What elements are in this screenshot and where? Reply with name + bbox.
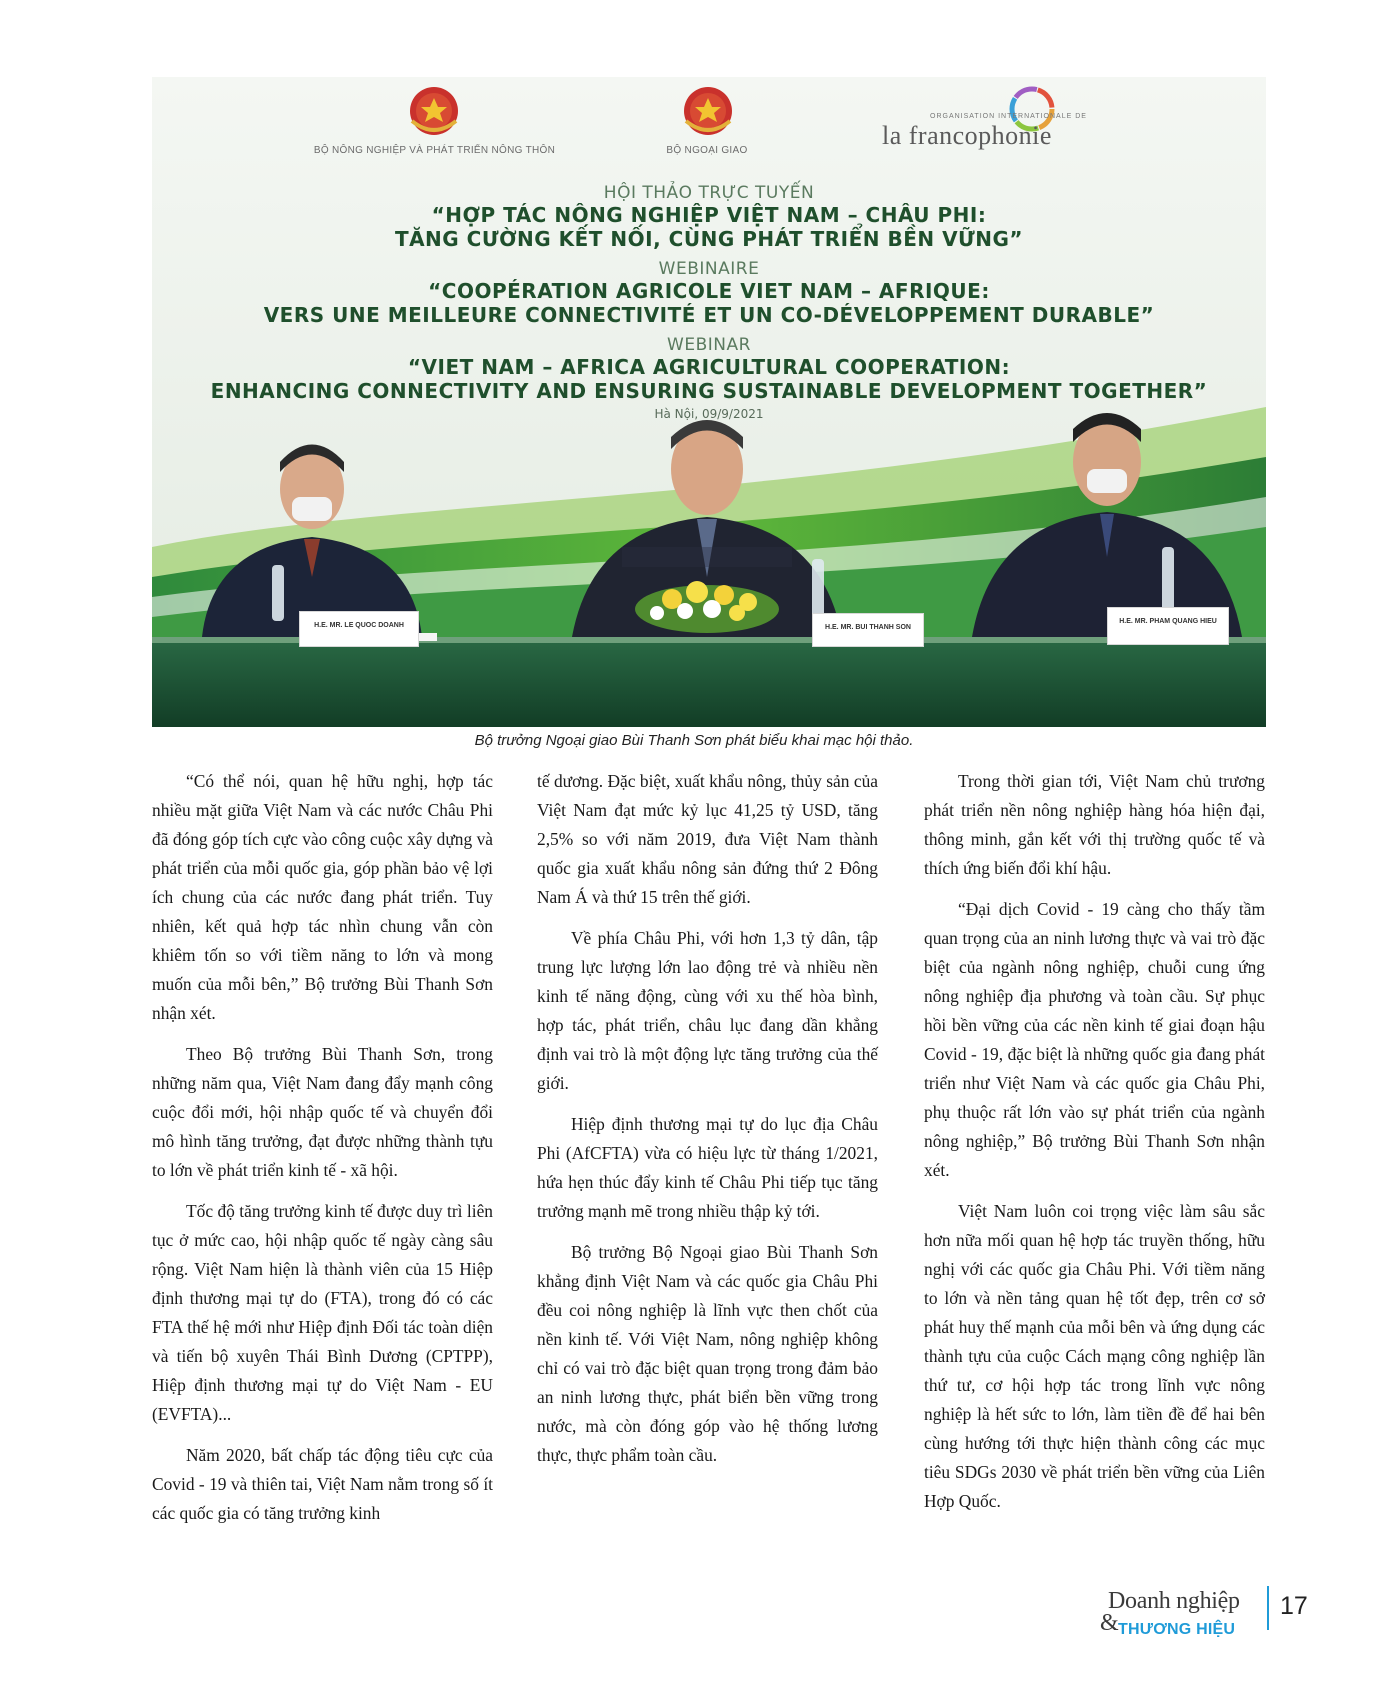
banner-en-title-1: “VIET NAM – AFRICA AGRICULTURAL COOPERATION:: [407, 355, 1011, 379]
paragraph: Hiệp định thương mại tự do lục địa Châu Phi (AfCFTA) vừa có hiệu lực từ tháng 1/2021, hứa hẹn thúc đẩy kinh tế Châu Phi tiếp tục tăng trưởng mạnh mẽ trong nhiều thập kỷ tới.: [537, 1114, 878, 1221]
paragraph: Năm 2020, bất chấp tác động tiêu cực của Covid - 19 và thiên tai, Việt Nam nằm trong số ít các quốc gia có tăng trưởng kinh: [152, 1445, 493, 1523]
banner-fr-title-1: “COOPÉRATION AGRICOLE VIET NAM – AFRIQUE:: [428, 279, 990, 303]
paragraph-continuation: tế dương. Đặc biệt, xuất khẩu nông, thủy sản của Việt Nam đạt mức kỷ lục 41,25 tỷ USD, tăng 2,5% so với năm 2019, đưa Việt Nam thành quốc gia xuất khẩu nông sản đứng thứ 2 Đông Nam Á và thứ 15 trên thế giới.: [537, 771, 878, 907]
paragraph: Theo Bộ trưởng Bùi Thanh Sơn, trong những năm qua, Việt Nam đang đẩy mạnh công cuộc đổi mới, hội nhập quốc tế và chuyển đổi mô hình tăng trưởng, đạt được những thành tựu to lớn về phát triển kinh tế - xã hội.: [152, 1044, 493, 1180]
logo-center-label: BỘ NGOẠI GIAO: [666, 145, 748, 156]
article-photo: [152, 77, 1266, 727]
article-column-1: [152, 767, 493, 1540]
emblem-left-icon: [410, 87, 458, 135]
brand-ampersand: &: [1100, 1610, 1119, 1636]
banner-vn-title-1: “HỢP TÁC NÔNG NGHIỆP VIỆT NAM – CHÂU PHI:: [431, 203, 987, 227]
nameplate-left-name: H.E. MR. LE QUOC DOANH: [314, 622, 404, 629]
nameplate-center: [812, 613, 924, 647]
paragraph: “Có thể nói, quan hệ hữu nghị, hợp tác nhiều mặt giữa Việt Nam và các nước Châu Phi đã đóng góp tích cực vào công cuộc xây dựng và phát triển của mỗi quốc gia, góp phần bảo vệ lợi ích chung của các nước đang phát triển. Tuy nhiên, kết quả hợp tác nhìn chung vẫn còn khiêm tốn so với tiềm năng to lớn và mong muốn của mỗi bên,” Bộ trưởng Bùi Thanh Sơn nhận xét.: [152, 771, 493, 1023]
nameplate-left: [299, 611, 419, 647]
brand-bottom-text: THƯƠNG HIỆU: [1118, 1621, 1236, 1638]
banner-vn-kicker: HỘI THẢO TRỰC TUYẾN: [603, 183, 815, 203]
paragraph: Trong thời gian tới, Việt Nam chủ trương phát triển nền nông nghiệp hàng hóa hiện đại, thông minh, gắn kết với thị trường quốc tế và thích ứng biến đổi khí hậu.: [924, 771, 1265, 878]
emblem-center-icon: [684, 87, 732, 135]
brand-top-text: Doanh nghiệp: [1108, 1588, 1240, 1614]
francophonie-name: la francophonie: [882, 121, 1052, 150]
banner-fr-title-2: VERS UNE MEILLEURE CONNECTIVITÉ ET UN CO-DÉVELOPPEMENT DURABLE”: [263, 303, 1155, 327]
nameplate-center-name: H.E. MR. BUI THANH SON: [825, 624, 911, 631]
nameplate-right: [1107, 607, 1229, 645]
paragraph: Bộ trưởng Bộ Ngoại giao Bùi Thanh Sơn khẳng định Việt Nam và các quốc gia Châu Phi đều coi nông nghiệp là lĩnh vực then chốt của nền kinh tế. Với Việt Nam, nông nghiệp không chỉ có vai trò đặc biệt quan trọng trong đảm bảo an ninh lương thực, phát biển bền vững trong nước, mà còn đóng góp vào hệ thống lương thực, thực phẩm toàn cầu.: [537, 1242, 878, 1465]
article-column-2: [537, 767, 878, 1482]
paragraph: “Đại dịch Covid - 19 càng cho thấy tầm quan trọng của an ninh lương thực và vai trò đặc biệt của ngành nông nghiệp, chuỗi cung ứng nông nghiệp địa phương và toàn cầu. Sự phục hồi bền vững của các nền kinh tế giai đoạn hậu Covid - 19, đặc biệt là những quốc gia đang phát triển như Việt Nam và các quốc gia Châu Phi, phụ thuộc rất lớn vào sự phát triển của ngành nông nghiệp,” Bộ trưởng Bùi Thanh Sơn nhận xét.: [924, 899, 1265, 1180]
paragraph: Tốc độ tăng trưởng kinh tế được duy trì liên tục ở mức cao, hội nhập quốc tế ngày càng sâu rộng. Việt Nam hiện là thành viên của 15 Hiệp định thương mại tự do (FTA), trong đó có các FTA thế hệ mới như Hiệp định Đối tác toàn diện và tiến bộ xuyên Thái Bình Dương (CPTPP), Hiệp định thương mại tự do Việt Nam - EU (EVFTA)...: [152, 1201, 493, 1424]
francophonie-logo: [882, 113, 1102, 151]
logo-left-label: BỘ NÔNG NGHIỆP VÀ PHÁT TRIỂN NÔNG THÔN: [313, 145, 556, 156]
conference-table: [152, 637, 1266, 727]
magazine-brand-logo: [1100, 1588, 1260, 1640]
nameplate-right-name: H.E. MR. PHAM QUANG HIEU: [1119, 618, 1217, 625]
photo-caption: Bộ trưởng Ngoại giao Bùi Thanh Sơn phát biểu khai mạc hội thảo.: [474, 732, 914, 749]
banner-fr-kicker: WEBINAIRE: [658, 259, 760, 279]
banner-en-title-2: ENHANCING CONNECTIVITY AND ENSURING SUSTAINABLE DEVELOPMENT TOGETHER”: [210, 379, 1208, 403]
footer-divider: [1267, 1586, 1269, 1630]
article-column-3: [924, 767, 1265, 1528]
paragraph: Việt Nam luôn coi trọng việc làm sâu sắc hơn nữa mối quan hệ hợp tác truyền thống, hữu nghị với các quốc gia Châu Phi. Với tiềm năng to lớn và nền tảng quan hệ tốt đẹp, trên cơ sở phát huy thế mạnh của mỗi bên và ứng dụng các thành tựu của cuộc Cách mạng công nghiệp lần thứ tư, cơ hội hợp tác trong lĩnh vực nông nghiệp là hết sức to lớn, làm tiền đề để hai bên cùng hướng tới thực hiện thành công các mục tiêu SDGs 2030 về phát triển bền vững của Liên Hợp Quốc.: [924, 1201, 1265, 1511]
banner-en-kicker: WEBINAR: [667, 335, 751, 355]
francophonie-small-text: ORGANISATION INTERNATIONALE DE: [930, 113, 1087, 120]
banner-date: Hà Nội, 09/9/2021: [654, 407, 764, 421]
page-number: 17: [1280, 1592, 1308, 1620]
banner-vn-title-2: TĂNG CƯỜNG KẾT NỐI, CÙNG PHÁT TRIỂN BỀN VỮNG”: [394, 227, 1024, 251]
paragraph: Về phía Châu Phi, với hơn 1,3 tỷ dân, tập trung lực lượng lớn lao động trẻ và nhiều nền kinh tế năng động, cùng với xu thế hòa bình, hợp tác, phát triển, châu lục đang dần khẳng định vai trò là một động lực tăng trưởng của thế giới.: [537, 928, 878, 1093]
